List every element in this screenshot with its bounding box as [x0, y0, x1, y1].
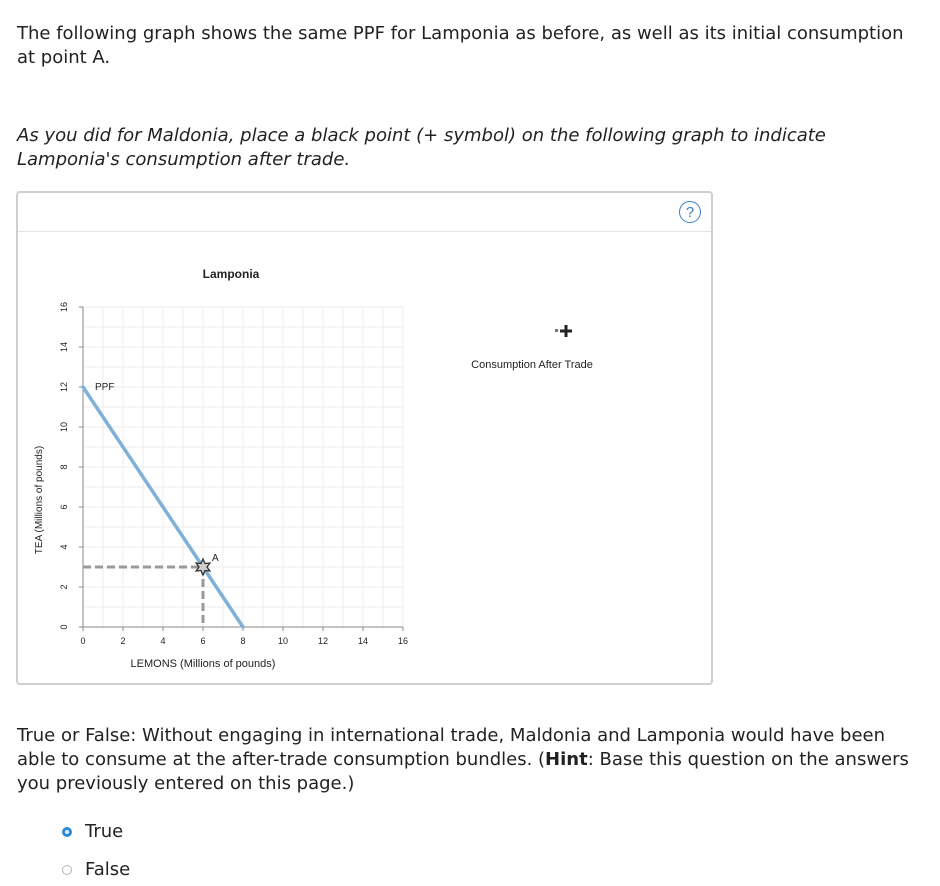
- point-a-label: A: [212, 553, 219, 564]
- question-prefix: True or False: Without engaging in international trade, Maldonia and Lamponia would have been able to consume at the after-trade consumption bundles. (: [17, 725, 886, 770]
- question-suffix: : Base this question on the answers you previously entered on this page.): [17, 749, 909, 794]
- instruction-text: As you did for Maldonia, place a black point (+ symbol) on the following graph to indicate Lamponia's consumption after trade.: [17, 125, 826, 170]
- help-icon[interactable]: ?: [679, 201, 701, 223]
- radio-button[interactable]: [62, 865, 72, 875]
- x-tick-labels: [80, 636, 408, 646]
- chart-title: Lamponia: [202, 267, 260, 281]
- question-text: [17, 724, 922, 796]
- y-axis-label: TEA (Millions of pounds): [34, 445, 45, 555]
- hint-label: Hint: [545, 749, 588, 770]
- y-tick-label: 6: [59, 504, 69, 510]
- chart-grid: [83, 307, 403, 627]
- x-tick-label: 10: [277, 636, 289, 646]
- y-tick-label: 12: [59, 381, 69, 393]
- x-tick-label: 0: [80, 636, 86, 646]
- x-axis-label: LEMONS (Millions of pounds): [130, 658, 276, 670]
- y-tick-labels: [59, 302, 69, 630]
- y-tick-label: 0: [59, 624, 69, 630]
- ppf-chart[interactable]: [18, 193, 711, 683]
- option-true[interactable]: [62, 820, 123, 844]
- option-label: True: [85, 821, 124, 842]
- y-tick-label: 8: [59, 464, 69, 470]
- x-tick-label: 12: [317, 636, 329, 646]
- x-tick-label: 8: [240, 636, 246, 646]
- x-tick-label: 6: [200, 636, 206, 646]
- y-tick-label: 4: [59, 544, 69, 550]
- y-tick-label: 14: [59, 341, 69, 353]
- palette-label: Consumption After Trade: [471, 359, 593, 371]
- palette-plus-dot[interactable]: [555, 329, 558, 332]
- chart-axes: [79, 307, 403, 631]
- graph-panel: [16, 191, 713, 685]
- intro-text: The following graph shows the same PPF for Lamponia as before, as well as its initial consumption at point A.: [17, 23, 904, 68]
- drag-palette[interactable]: [471, 325, 593, 371]
- option-false[interactable]: [62, 858, 130, 882]
- y-tick-label: 16: [59, 301, 69, 313]
- ppf-label: PPF: [95, 382, 115, 393]
- y-tick-label: 2: [59, 584, 69, 590]
- x-tick-label: 4: [160, 636, 166, 646]
- palette-plus-vertical[interactable]: [565, 325, 568, 337]
- x-tick-label: 14: [357, 636, 369, 646]
- x-tick-label: 2: [120, 636, 126, 646]
- x-tick-label: 16: [397, 636, 409, 646]
- y-tick-label: 10: [59, 421, 69, 433]
- option-label: False: [85, 859, 131, 880]
- radio-button[interactable]: [62, 827, 72, 837]
